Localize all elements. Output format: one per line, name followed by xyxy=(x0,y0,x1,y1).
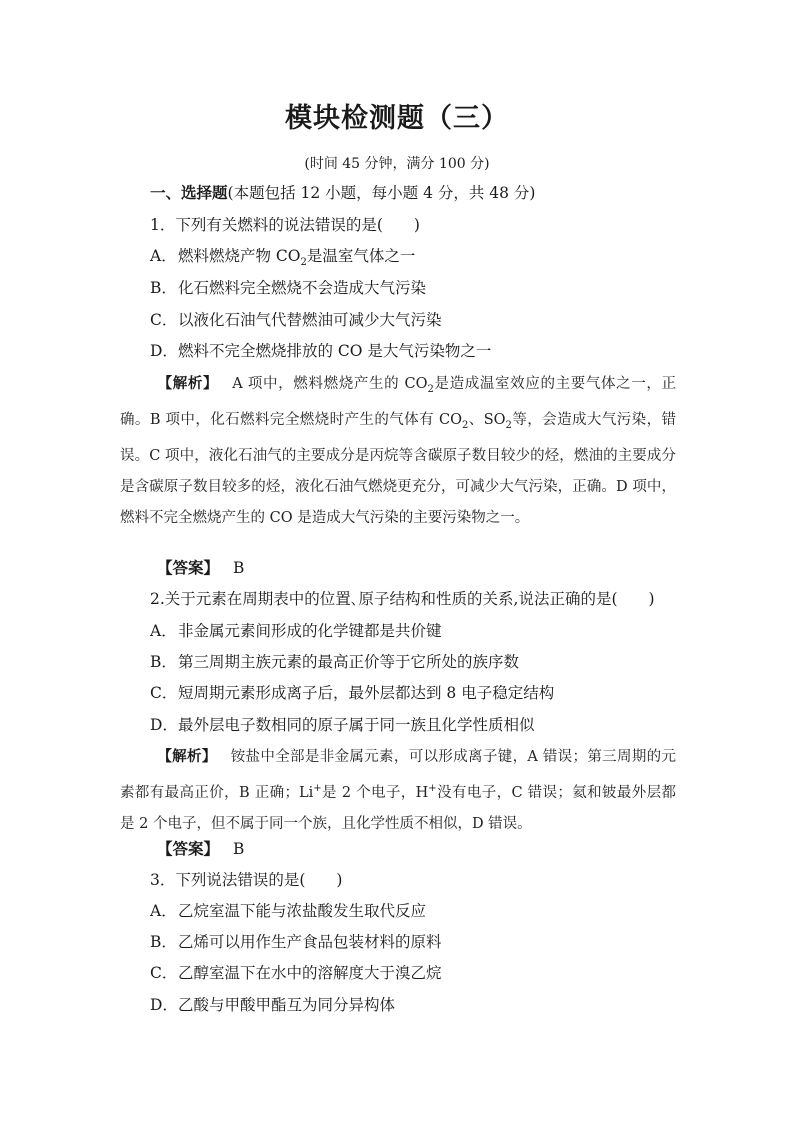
q3-option-b: B．乙烯可以用作生产食品包装材料的原料 xyxy=(150,933,442,951)
q1-option-b: B．化石燃料完全燃烧不会造成大气污染 xyxy=(150,279,427,297)
q1-option-c: C．以液化石油气代替燃油可减少大气污染 xyxy=(150,311,442,329)
q3-option-d: D．乙酸与甲酸甲酯互为同分异构体 xyxy=(150,996,396,1014)
q3-option-c: C．乙醇室温下在水中的溶解度大于溴乙烷 xyxy=(150,964,442,982)
q2-option-a: A．非金属元素间形成的化学键都是共价键 xyxy=(150,622,442,640)
page-title: 模块检测题（三） xyxy=(285,103,509,134)
section-heading xyxy=(150,182,535,204)
q2-analysis: 【解析】 铵盐中全部是非金属元素，可以形成离子键，A 错误；第三周期的元素都有最高正价，B 正确；Li+是 2 个电子，H+没有电子，C 错误；氦和铍最外层都是 2 个电子，但不属于同一个族，且化学性质不相似，D 错误。 xyxy=(120,748,677,832)
exam-info: (时间 45 分钟，满分 100 分) xyxy=(304,156,490,172)
q2-option-b: B．第三周期主族元素的最高正价等于它所处的族序数 xyxy=(150,653,520,671)
q3-option-a: A．乙烷室温下能与浓盐酸发生取代反应 xyxy=(150,902,427,920)
q1-stem: 1．下列有关燃料的说法错误的是( ) xyxy=(150,216,420,234)
q2-option-d: D．最外层电子数相同的原子属于同一族且化学性质相似 xyxy=(150,716,535,734)
q2-answer: 【答案】 B xyxy=(157,839,245,858)
q3-stem: 3．下列说法错误的是( ) xyxy=(150,871,343,889)
section-desc: (本题包括 12 小题，每小题 4 分，共 48 分) xyxy=(227,184,536,202)
q2-option-c: C．短周期元素形成离子后，最外层都达到 8 电子稳定结构 xyxy=(150,684,555,702)
section-label: 一、选择题 xyxy=(150,183,228,202)
q1-option-d: D．燃料不完全燃烧排放的 CO 是大气污染物之一 xyxy=(150,342,492,360)
q2-stem: 2.关于元素在周期表中的位置､原子结构和性质的关系,说法正确的是( ) xyxy=(150,590,655,608)
q1-option-a: A．燃料燃烧产物 $CO_2$是温室气体之一 xyxy=(150,247,416,269)
q1-answer: 【答案】 B xyxy=(157,558,245,577)
q1-analysis: 【解析】 A 项中，燃料燃烧产生的 $CO_2$是造成温室效应的主要气体之一，正确。B 项中，化石燃料完全燃烧时产生的气体有 $CO_2$、$SO_2$等，会造成大气污染，错误。C 项中，液化石油气的主要成分是丙烷等含碳原子数目较少的烃，燃油的主要成分是含碳原子数目较多的烃，液化石油气燃烧更充分，可减少大气污染，正确。D 项中，燃料不完全燃烧产生的 CO 是造成大气污染的主要污染物之一。 xyxy=(120,375,677,526)
